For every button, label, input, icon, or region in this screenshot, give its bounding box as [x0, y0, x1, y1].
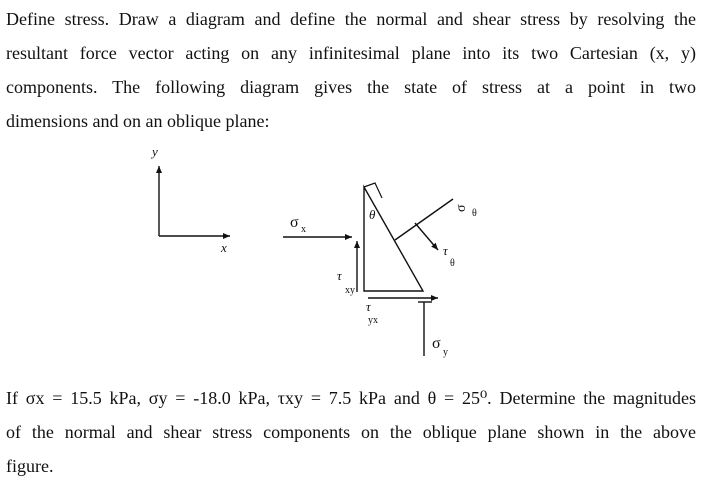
tau-yx-subscript: yx: [368, 315, 378, 326]
sigma-theta-subscript: θ: [472, 208, 477, 219]
question-given: [6, 381, 696, 483]
sigma-x-group: [283, 214, 352, 237]
sigma-theta-group: [395, 199, 477, 240]
intro-line-4: dimensions and on an oblique plane:: [6, 111, 270, 131]
y-axis-label: y: [152, 144, 158, 159]
intro-line-3: components. The following diagram gives the state of stress at a point in two: [6, 77, 696, 97]
sigma-y-group: [418, 302, 448, 358]
stress-element: [364, 183, 423, 291]
given-line-2: of the normal and shear stress components on the oblique plane shown in the above: [6, 422, 696, 442]
triangle-element: [364, 187, 423, 291]
sigma-y-symbol: σ: [432, 335, 441, 352]
tau-xy-subscript: xy: [345, 285, 355, 296]
given-line-3: figure.: [6, 456, 54, 476]
tau-theta-group: [415, 223, 455, 269]
tau-xy-group: [337, 241, 357, 296]
tau-xy-symbol: τ: [337, 268, 342, 283]
theta-label: θ: [369, 207, 376, 222]
tau-theta-symbol: τ: [443, 243, 448, 258]
tau-theta-arrow: [415, 223, 438, 250]
intro-line-1: Define stress. Draw a diagram and define the normal and shear stress by resolving the: [6, 9, 696, 29]
coordinate-axes: [150, 144, 230, 255]
sigma-x-subscript: x: [301, 224, 306, 235]
tau-yx-symbol: τ: [366, 299, 371, 314]
intro-line-2: resultant force vector acting on any infinitesimal plane into its two Cartesian (x, y): [6, 43, 696, 63]
given-line-1: If σx = 15.5 kPa, σy = -18.0 kPa, τxy = 7.5 kPa and θ = 25⁰. Determine the magnitudes: [6, 388, 696, 408]
x-axis-label: x: [221, 240, 227, 255]
sigma-x-symbol: σ: [290, 214, 299, 231]
sigma-theta-symbol: σ: [454, 204, 469, 212]
tau-theta-subscript: θ: [450, 258, 455, 269]
sigma-y-subscript: y: [443, 347, 448, 358]
